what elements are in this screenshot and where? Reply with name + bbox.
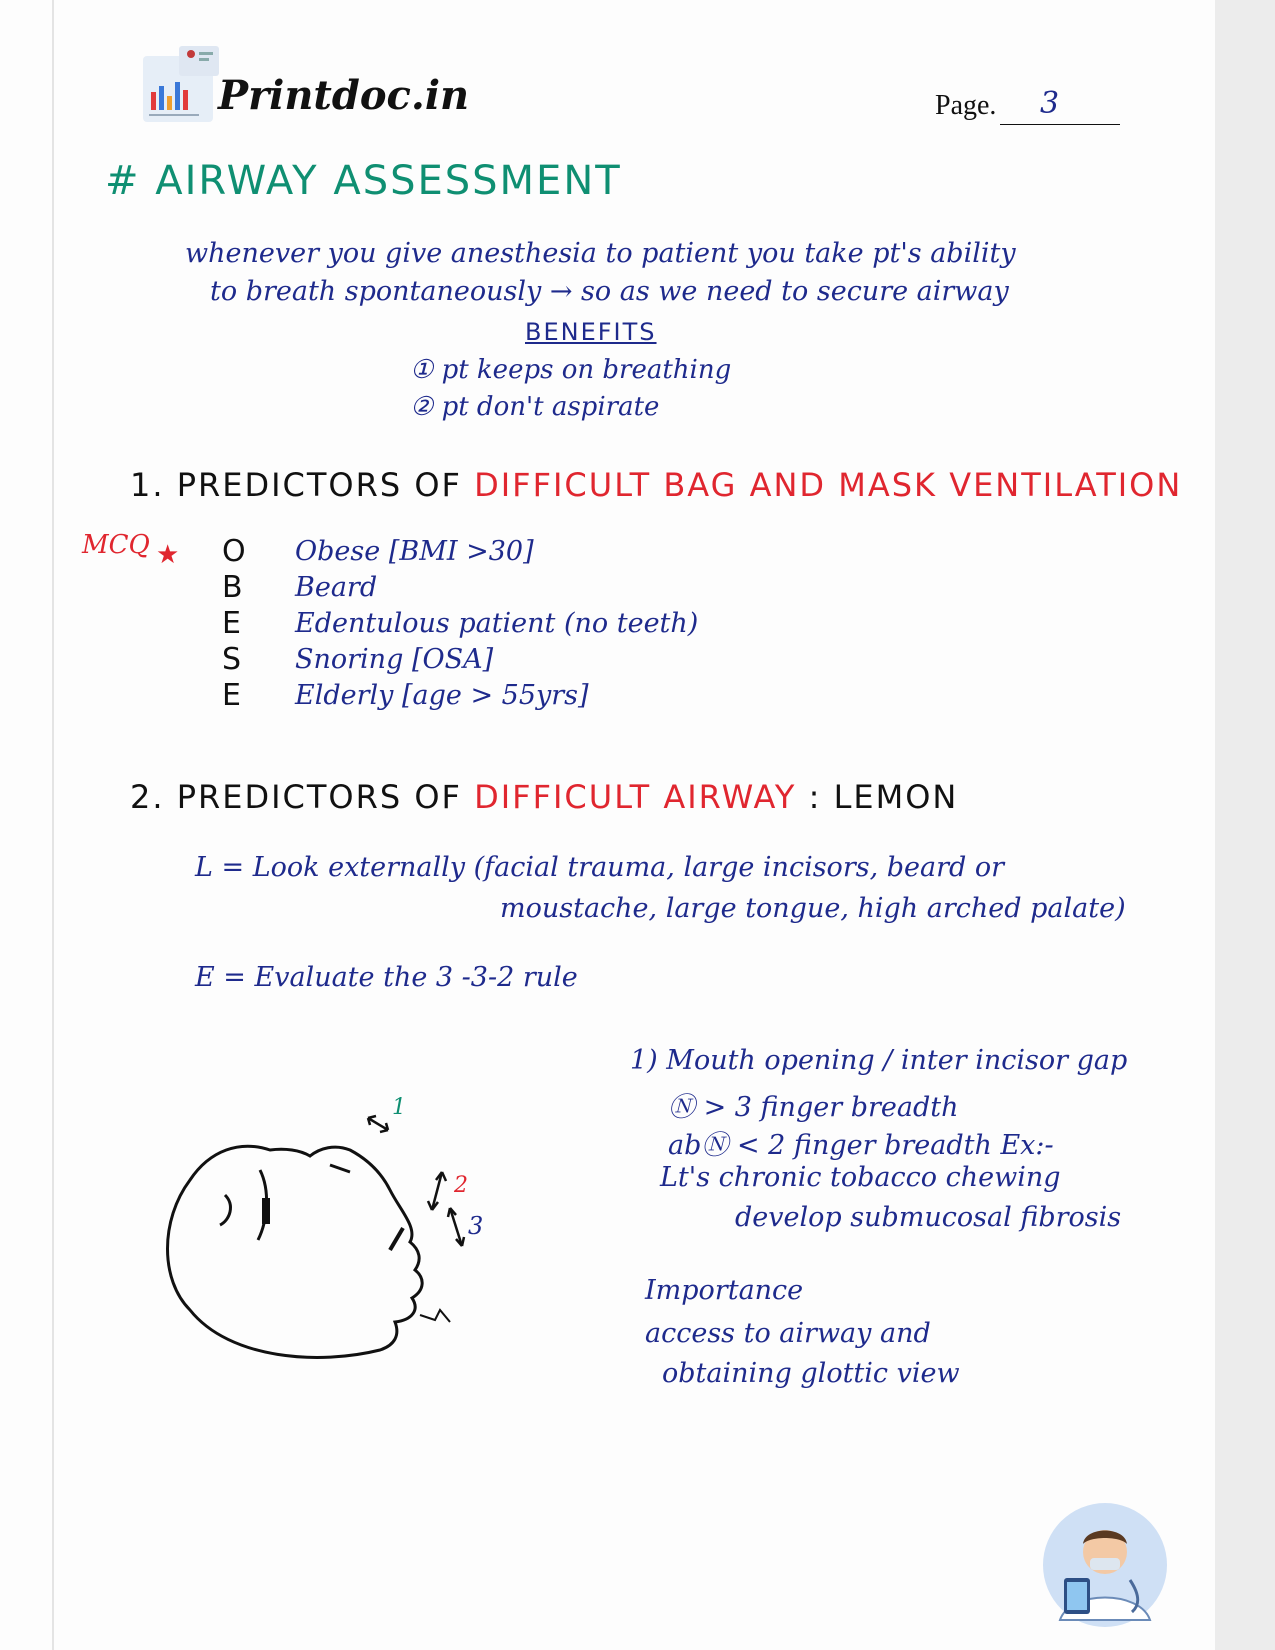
page-edge-left: [52, 0, 54, 1650]
section-2-heading: [130, 778, 958, 816]
page-title: # AIRWAY ASSESSMENT: [105, 158, 622, 204]
page-edge-right: [1215, 0, 1275, 1650]
lemon-l-line-2: moustache, large tongue, high arched palate): [500, 893, 1126, 924]
diagram-label-1: 1: [392, 1095, 406, 1120]
rule-line-5: develop submucosal fibrosis: [735, 1202, 1122, 1233]
section-1-heading-red: DIFFICULT BAG AND MASK VENTILATION: [474, 466, 1183, 504]
importance-heading: Importance: [645, 1275, 804, 1306]
obese-item-b: Beard: [295, 572, 378, 603]
page-number: 3: [1040, 86, 1060, 121]
page-label: Page.: [935, 90, 997, 121]
mcq-label: MCQ: [82, 530, 150, 560]
obese-item-e2: Elderly [age > 55yrs]: [295, 680, 589, 711]
benefits-heading: BENEFITS: [525, 318, 657, 346]
section-1-number: 1.: [130, 466, 165, 504]
importance-line-2: obtaining glottic view: [662, 1358, 960, 1389]
section-2-heading-black: PREDICTORS OF: [176, 778, 462, 816]
section-1-heading: [130, 466, 1182, 504]
importance-line-1: access to airway and: [645, 1318, 931, 1349]
section-2-heading-red: DIFFICULT AIRWAY: [474, 778, 797, 816]
face-profile-diagram: [150, 1095, 530, 1370]
section-2-number: 2.: [130, 778, 165, 816]
lemon-e-line: E = Evaluate the 3 -3-2 rule: [195, 962, 578, 993]
obese-item-o: Obese [BMI >30]: [295, 536, 534, 567]
intro-line-2: to breath spontaneously → so as we need to secure airway: [210, 276, 1009, 307]
diagram-label-2: 2: [454, 1173, 468, 1198]
rule-line-2: Ⓝ > 3 finger breadth: [668, 1092, 959, 1123]
benefit-item-2: ② pt don't aspirate: [410, 392, 660, 422]
obese-letter-s: S: [222, 642, 242, 677]
intro-line-1: whenever you give anesthesia to patient you take pt's ability: [185, 238, 1016, 269]
obese-item-e1: Edentulous patient (no teeth): [295, 608, 699, 639]
printdoc-logo-icon: [135, 44, 227, 126]
benefit-item-1: ① pt keeps on breathing: [410, 355, 732, 385]
obese-letter-b: B: [222, 570, 243, 605]
star-icon: ★: [156, 540, 180, 570]
page-number-underline: [1000, 124, 1120, 125]
obese-letter-e2: E: [222, 678, 241, 713]
rule-line-3: abⓃ < 2 finger breadth Ex:-: [668, 1130, 1054, 1161]
rule-line-1: 1) Mouth opening / inter incisor gap: [630, 1045, 1128, 1076]
rule-line-4: Lt's chronic tobacco chewing: [660, 1162, 1061, 1193]
lemon-l-line-1: [195, 852, 1004, 883]
diagram-label-3: 3: [468, 1212, 484, 1240]
lemon-l-text-1: L = Look externally (facial trauma, large incisors, beard or: [195, 852, 1005, 883]
obese-letter-o: O: [222, 534, 246, 569]
brand-title: Printdoc.in: [218, 72, 470, 119]
obese-item-s: Snoring [OSA]: [295, 644, 494, 675]
section-1-heading-black: PREDICTORS OF: [176, 466, 462, 504]
doctor-avatar-icon: [1040, 1500, 1170, 1630]
obese-letter-e1: E: [222, 606, 241, 641]
section-2-heading-suffix: : LEMON: [808, 778, 959, 816]
